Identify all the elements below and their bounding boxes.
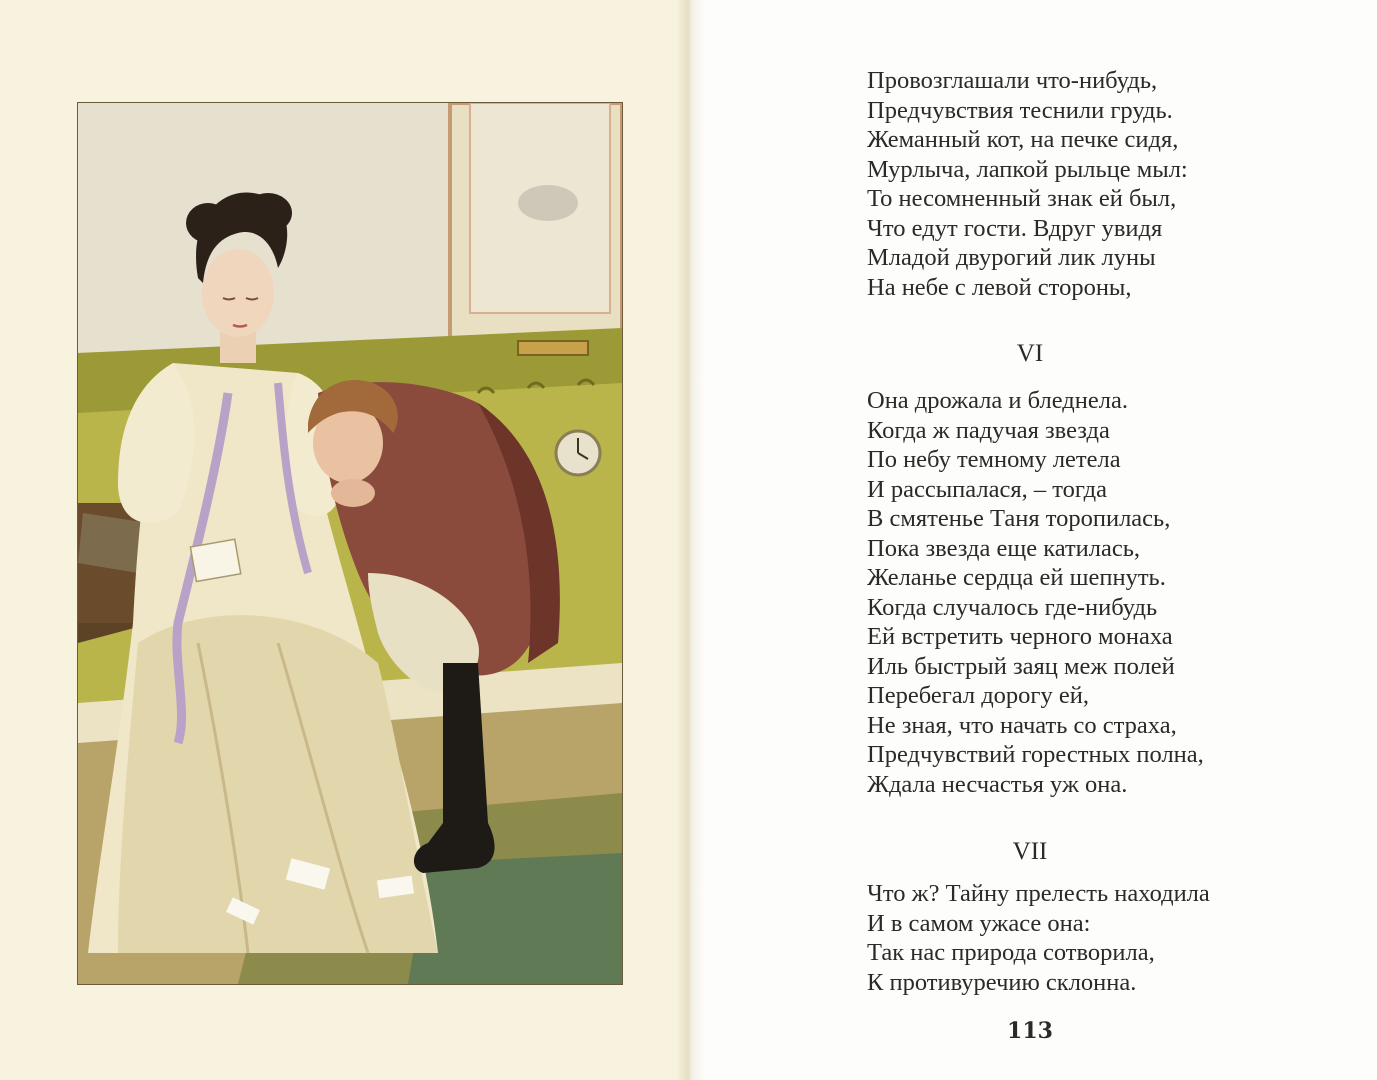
verse-line: Ждала несчастья уж она. — [867, 770, 1128, 798]
stanza-continuation — [867, 66, 1347, 302]
verse-line: Когда случалось где-нибудь — [867, 593, 1158, 621]
verse-line: Что едут гости. Вдруг увидя — [867, 214, 1163, 242]
verse-line: Иль быстрый заяц меж полей — [867, 652, 1175, 680]
page-number: 113 — [1007, 1018, 1053, 1044]
stanza-vii — [867, 879, 1347, 997]
stanza-numeral-vii: VII — [1012, 838, 1048, 865]
verse-line: Младой двурогий лик луны — [867, 244, 1156, 271]
illustration — [77, 102, 623, 985]
verse-line: Что ж? Тайну прелесть находила — [867, 880, 1210, 907]
verse-line: По небу темному летела — [867, 446, 1121, 473]
stanza-vi — [867, 386, 1347, 799]
verse-line: Она дрожала и бледнела. — [867, 387, 1128, 414]
verse-line: Когда ж падучая звезда — [867, 416, 1110, 444]
verse-line: Предчувствия теснили грудь. — [867, 96, 1173, 124]
illustration-woman-and-kneeling-man — [78, 103, 622, 984]
book-gutter — [676, 0, 704, 1080]
verse-line: Так нас природа сотворила, — [867, 939, 1155, 966]
verse-line: Желанье сердца ей шепнуть. — [867, 564, 1166, 591]
stanza-numeral-vi: VI — [1016, 340, 1044, 367]
verse-line: Мурлыча, лапкой рыльце мыл: — [867, 155, 1188, 183]
verse-line: Жеманный кот, на печке сидя, — [867, 126, 1179, 153]
verse-line: Предчувствий горестных полна, — [867, 741, 1204, 768]
verse-line: В смятенье Таня торопилась, — [867, 505, 1171, 532]
verse-line: И в самом ужасе она: — [867, 909, 1091, 937]
verse-line: К противуречию склонна. — [867, 968, 1137, 996]
verse-line: Провозглашали что-нибудь, — [867, 67, 1158, 94]
verse-line: Не зная, что начать со страха, — [867, 711, 1177, 739]
verse-line: То несомненный знак ей был, — [867, 185, 1177, 212]
verse-line: Перебегал дорогу ей, — [867, 682, 1089, 709]
verse-line: На небе с левой стороны, — [867, 273, 1132, 301]
verse-line: И рассыпалася, – тогда — [867, 475, 1108, 503]
verse-line: Пока звезда еще катилась, — [867, 534, 1141, 562]
verse-line: Ей встретить черного монаха — [867, 623, 1173, 650]
